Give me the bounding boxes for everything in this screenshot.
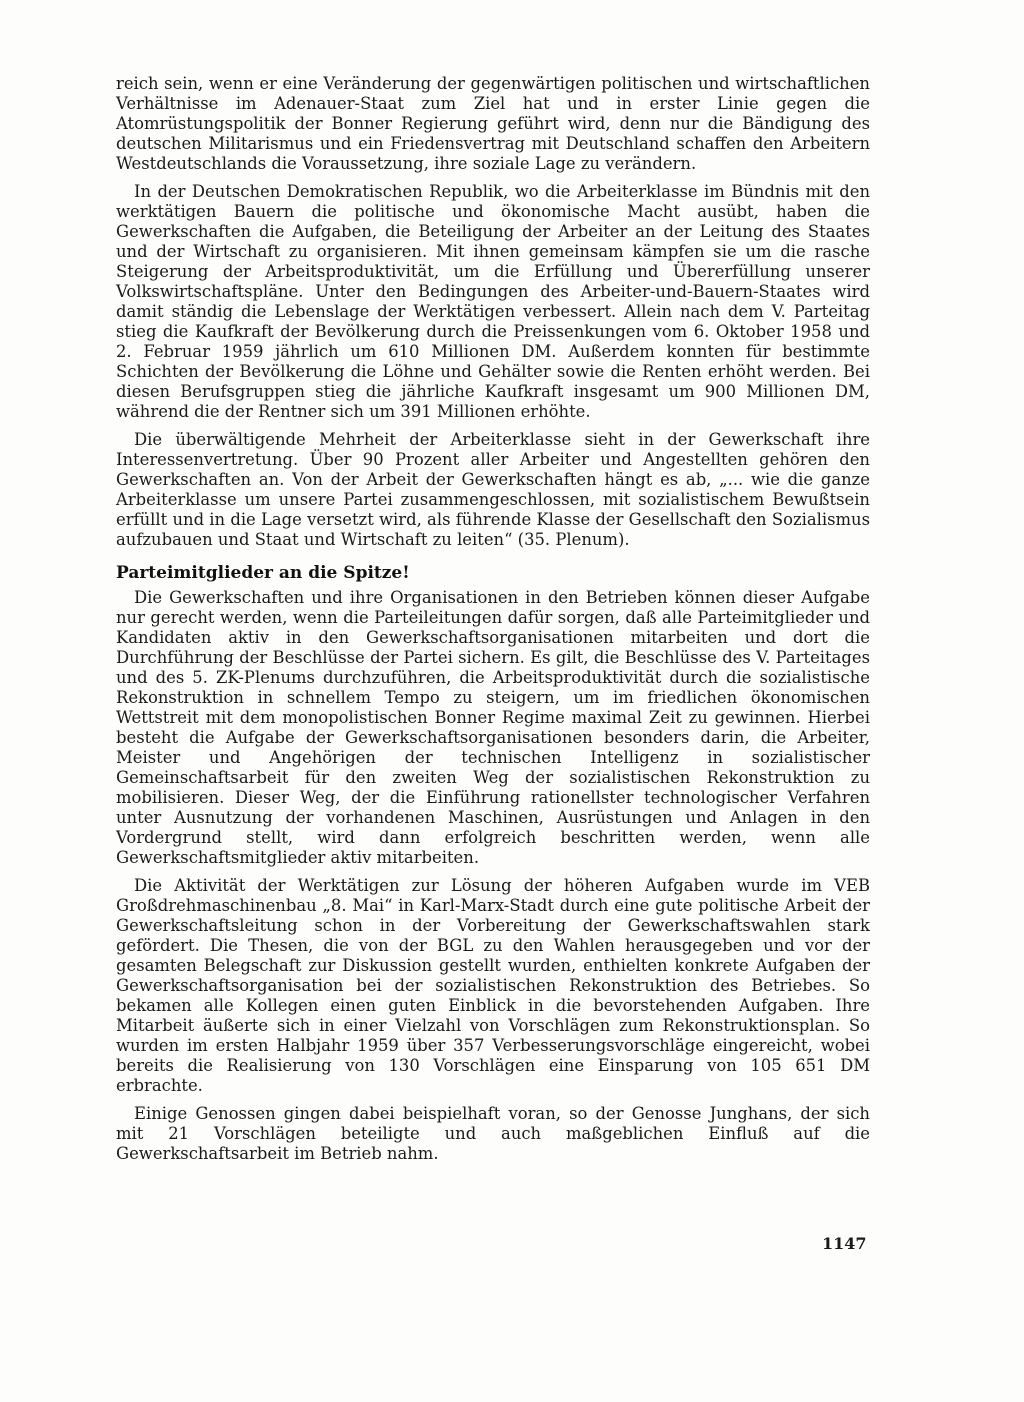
article-body bbox=[116, 74, 870, 1164]
page-number: 1147 bbox=[822, 1234, 867, 1253]
paragraph-6: Einige Genossen gingen dabei beispielhaft voran, so der Genosse Junghans, der sich mit 21 Vorschlägen beteiligte und auch maßgeblichen Einfluß auf die Gewerkschaftsarbeit im Betrieb nahm. bbox=[116, 1104, 870, 1163]
paragraph-2: In der Deutschen Demokratischen Republik, wo die Arbeiterklasse im Bündnis mit den werktätigen Bauern die politische und ökonomische Macht ausübt, haben die Gewerkschaften die Aufgaben, die Beteiligung der Arbeiter an der Leitung des Staates und der Wirtschaft zu organisieren. Mit ihnen gemeinsam kämpfen sie um die rasche Steigerung der Arbeitsproduktivität, um die Erfüllung und Übererfüllung unserer Volkswirtschaftspläne. Unter den Bedingungen des Arbeiter-und-Bauern-Staates wird damit ständig die Lebenslage der Werktätigen verbessert. Allein nach dem V. Parteitag stieg die Kaufkraft der Bevölkerung durch die Preissenkungen vom 6. Oktober 1958 und 2. Februar 1959 jährlich um 610 Millionen DM. Außerdem konnten für bestimmte Schichten der Bevölkerung die Löhne und Gehälter sowie die Renten erhöht werden. Bei diesen Berufsgruppen stieg die jährliche Kaufkraft insgesamt um 900 Millionen DM, während die der Rentner sich um 391 Millionen erhöhte. bbox=[116, 182, 870, 421]
paragraph-5: Die Aktivität der Werktätigen zur Lösung der höheren Aufgaben wurde im VEB Großdrehmaschinenbau „8. Mai“ in Karl-Marx-Stadt durch eine gute politische Arbeit der Gewerkschaftsleitung schon in der Vorbereitung der Gewerkschaftswahlen stark gefördert. Die Thesen, die von der BGL zu den Wahlen herausgegeben und vor der gesamten Belegschaft zur Diskussion gestellt wurden, enthielten konkrete Aufgaben der Gewerkschaftsorganisation bei der sozialistischen Rekonstruktion des Betriebes. So bekamen alle Kollegen einen guten Einblick in die bevorstehenden Aufgaben. Ihre Mitarbeit äußerte sich in einer Vielzahl von Vorschlägen zum Rekonstruktionsplan. So wurden im ersten Halbjahr 1959 über 357 Verbesserungsvorschläge eingereicht, wobei bereits die Realisierung von 130 Vorschlägen eine Einsparung von 105 651 DM erbrachte. bbox=[116, 876, 870, 1095]
paragraph-4: Die Gewerkschaften und ihre Organisationen in den Betrieben können dieser Aufgabe nur gerecht werden, wenn die Parteileitungen dafür sorgen, daß alle Parteimitglieder und Kandidaten aktiv in den Gewerkschaftsorganisationen mitarbeiten und dort die Durchführung der Beschlüsse der Partei sichern. Es gilt, die Beschlüsse des V. Parteitages und des 5. ZK-Plenums durchzuführen, die Arbeitsproduktivität durch die sozialistische Rekonstruktion in schnellem Tempo zu steigern, um im friedlichen ökonomischen Wettstreit mit dem monopolistischen Bonner Regime maximal Zeit zu gewinnen. Hierbei besteht die Aufgabe der Gewerkschaftsorganisationen besonders darin, die Arbeiter, Meister und Angehörigen der technischen Intelligenz in sozialistischer Gemeinschaftsarbeit für den zweiten Weg der sozialistischen Rekonstruktion zu mobilisieren. Dieser Weg, der die Einführung rationellster technologischer Verfahren unter Ausnutzung der vorhandenen Maschinen, Ausrüstungen und Anlagen in den Vordergrund stellt, wird dann erfolgreich beschritten werden, wenn alle Gewerkschaftsmitglieder aktiv mitarbeiten. bbox=[116, 588, 870, 867]
section-heading: Parteimitglieder an die Spitze! bbox=[116, 563, 410, 583]
paragraph-3: Die überwältigende Mehrheit der Arbeiterklasse sieht in der Gewerkschaft ihre Interessenvertretung. Über 90 Prozent aller Arbeiter und Angestellten gehören den Gewerkschaften an. Von der Arbeit der Gewerkschaften hängt es ab, „... wie die ganze Arbeiterklasse um unsere Partei zusammengeschlossen, mit sozialistischem Bewußtsein erfüllt und in die Lage versetzt wird, als führende Klasse der Gesellschaft den Sozialismus aufzubauen und Staat und Wirtschaft zu leiten“ (35. Plenum). bbox=[116, 430, 870, 549]
paragraph-1: reich sein, wenn er eine Veränderung der gegenwärtigen politischen und wirtschaftlichen Verhältnisse im Adenauer-Staat zum Ziel hat und in erster Linie gegen die Atomrüstungspolitik der Bonner Regierung geführt wird, denn nur die Bändigung des deutschen Militarismus und ein Friedensvertrag mit Deutschland schaffen den Arbeitern Westdeutschlands die Voraussetzung, ihre soziale Lage zu verändern. bbox=[116, 74, 870, 173]
